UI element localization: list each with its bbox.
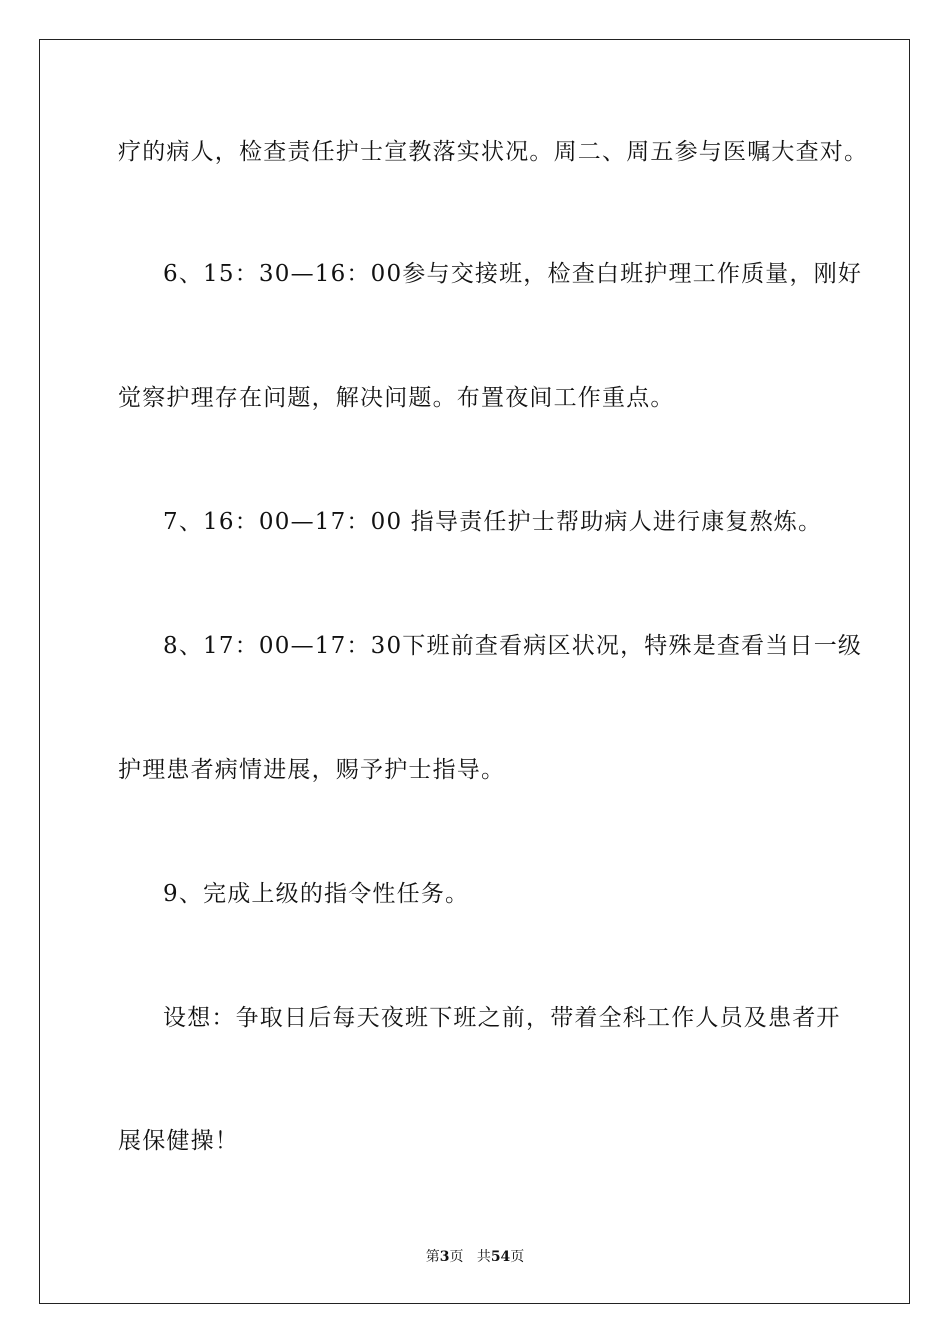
footer-total-suffix: 页 [510, 1249, 525, 1265]
footer-page-prefix: 第 [425, 1249, 440, 1265]
body-line-4: 7、16：00—17：00 指导责任护士帮助病人进行康复熬炼。 [163, 509, 823, 535]
footer-page-current: 3 [439, 1249, 450, 1265]
footer-page-total: 54 [490, 1249, 511, 1265]
body-line-2: 6、15：30—16：00参与交接班，检查白班护理工作质量，刚好 [163, 261, 863, 287]
body-line-1: 疗的病人，检查责任护士宣教落实状况。周二、周五参与医嘱大查对。 [118, 139, 869, 165]
page-border [39, 39, 910, 1304]
body-line-7: 9、完成上级的指令性任务。 [163, 881, 470, 907]
footer-total-prefix: 共 [476, 1249, 491, 1265]
body-line-6: 护理患者病情进展，赐予护士指导。 [118, 757, 506, 783]
body-line-3: 觉察护理存在问题，解决问题。布置夜间工作重点。 [118, 385, 675, 411]
footer-page-suffix: 页 [449, 1249, 464, 1265]
body-line-8: 设想：争取日后每天夜班下班之前，带着全科工作人员及患者开 [163, 1005, 841, 1031]
body-line-5: 8、17：00—17：30下班前查看病区状况，特殊是查看当日一级 [163, 633, 863, 659]
page-footer [0, 1248, 950, 1266]
body-line-9: 展保健操！ [118, 1128, 239, 1154]
